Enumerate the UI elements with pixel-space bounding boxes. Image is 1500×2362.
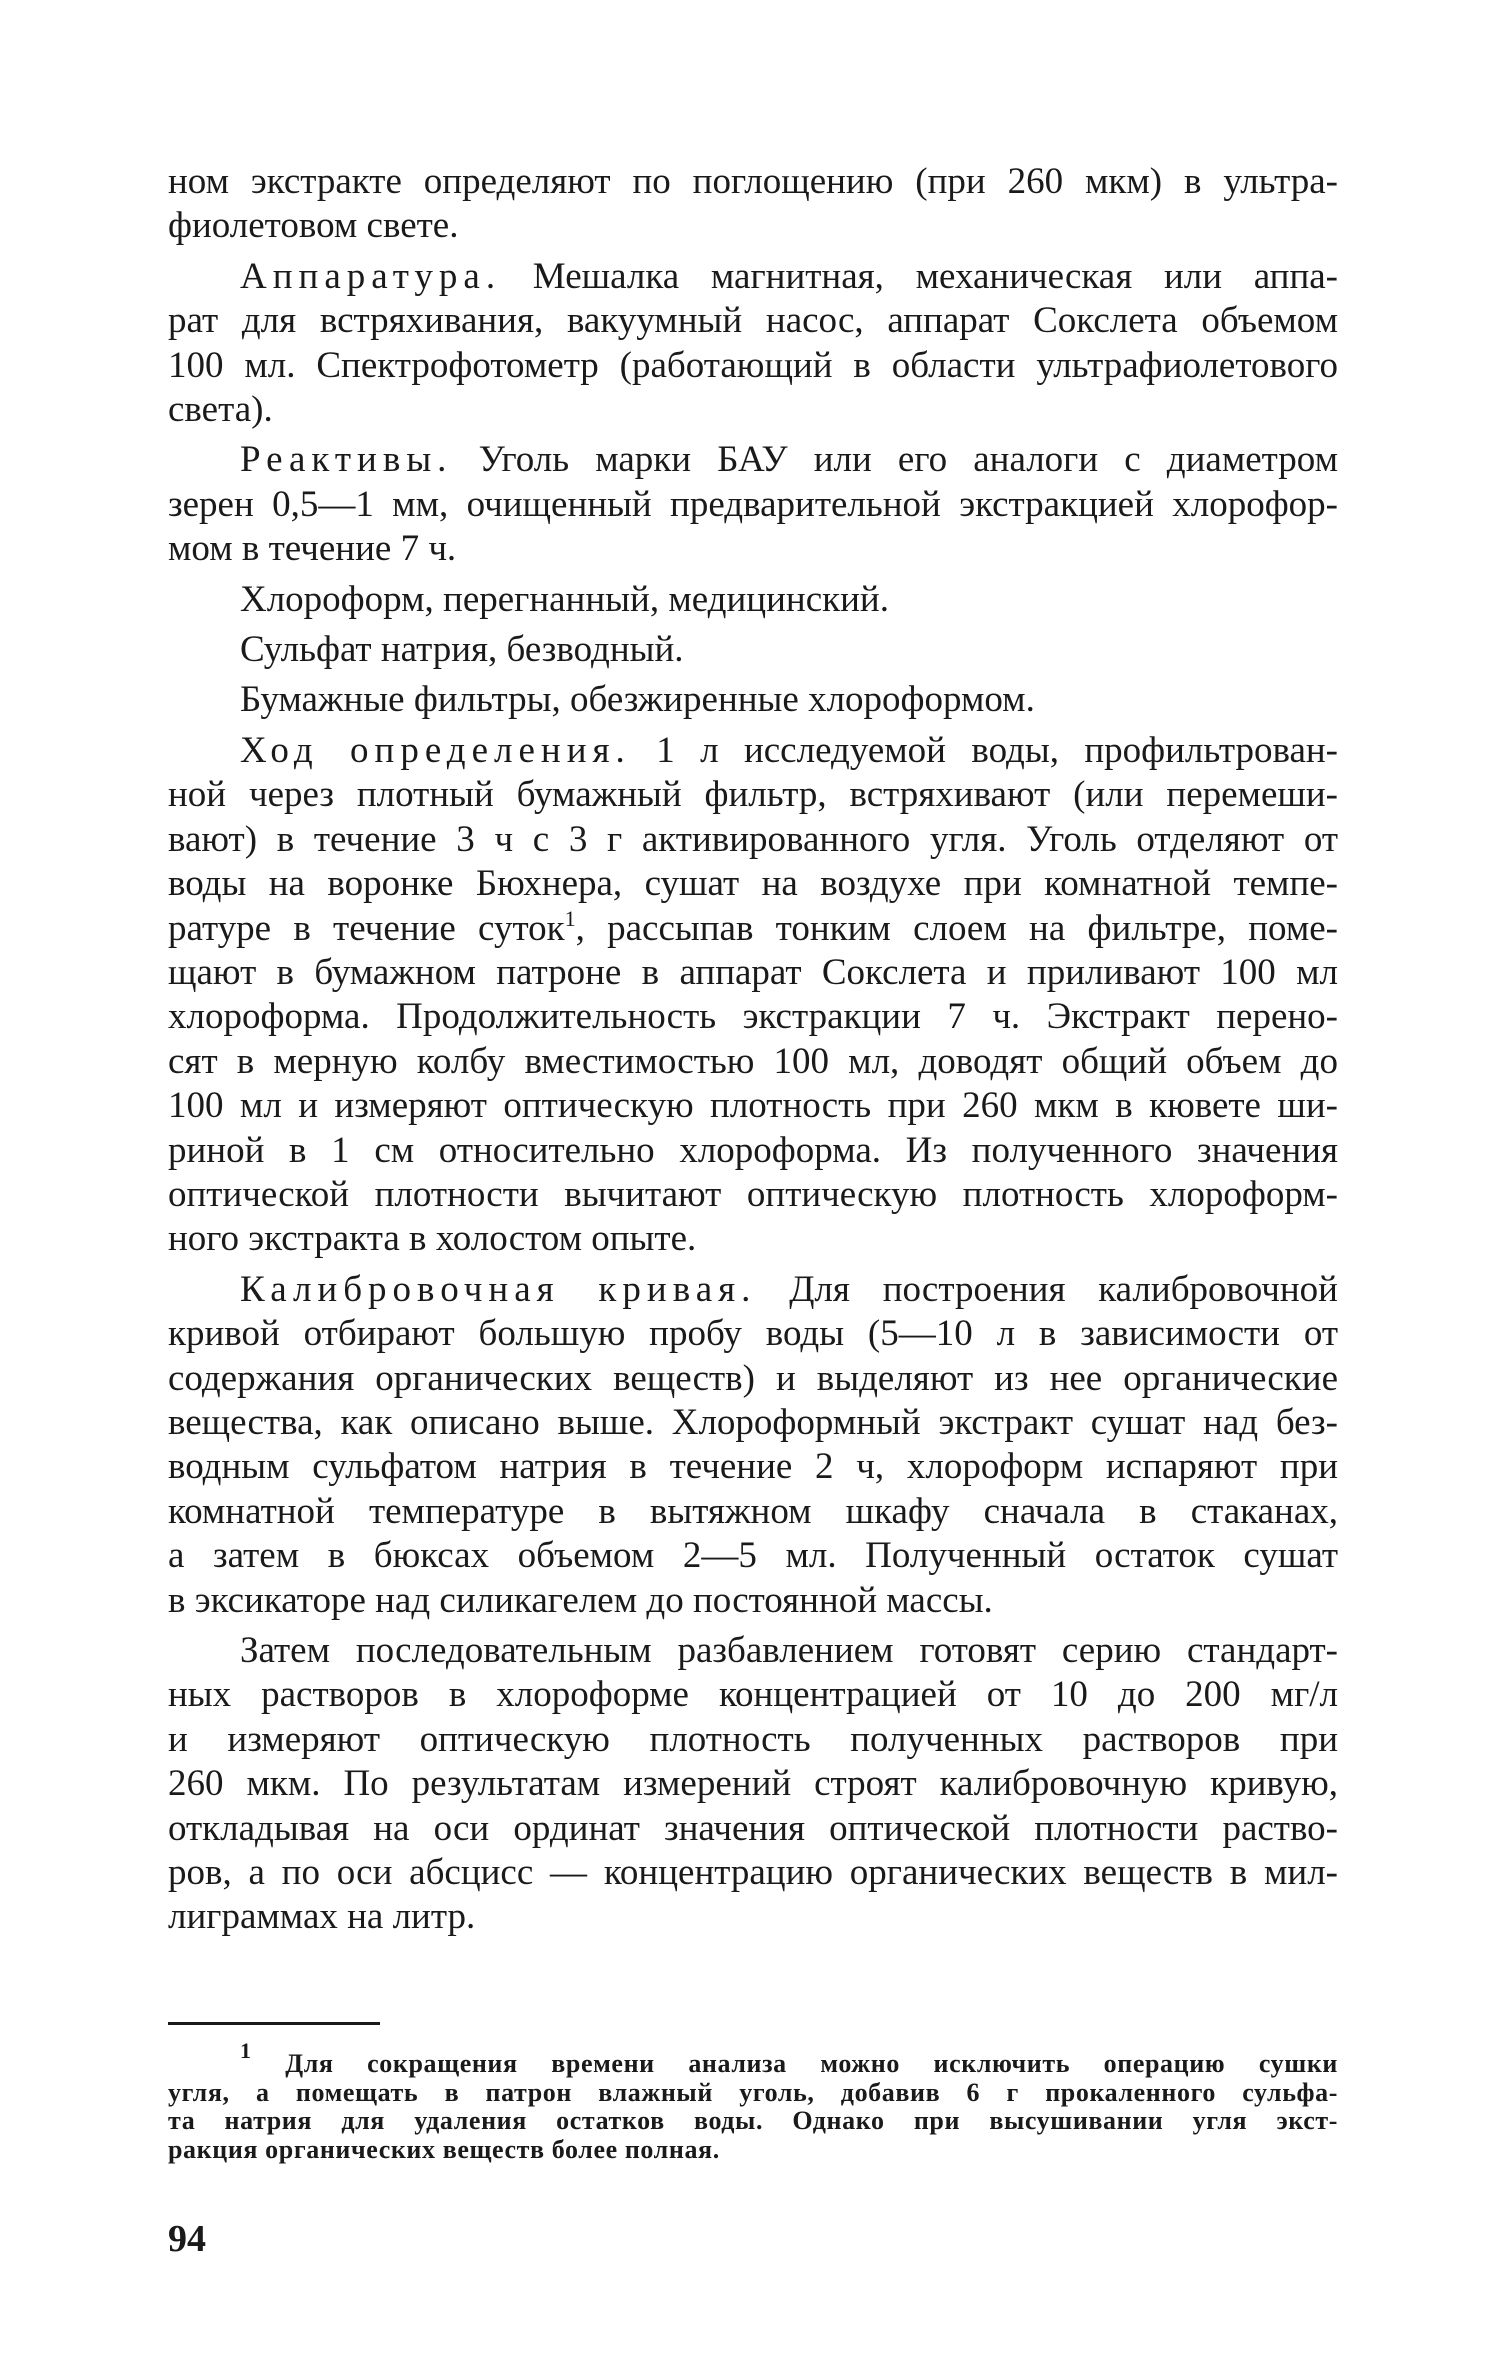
series-paragraph (168, 1629, 1338, 1940)
reagent-item: Бумажные фильтры, обезжиренные хлороформом. (240, 679, 1035, 721)
intro-paragraph (168, 160, 1338, 249)
text-line: в эксикаторе над силикагелем до постоянной массы. (168, 1579, 993, 1621)
text-line: вают) в течение 3 ч с 3 г активированного угля. Уголь отделяют от (168, 818, 1338, 860)
text-line: сят в мерную колбу вместимостью 100 мл, доводят общий объем до (168, 1040, 1338, 1082)
text-line: рат для встряхивания, вакуумный насос, аппарат Сокслета объемом (168, 300, 1338, 342)
text-line: вещества, как описано выше. Хлороформный экстракт сушат над без- (168, 1401, 1338, 1443)
text-line: ного экстракта в холостом опыте. (168, 1218, 697, 1260)
text-line: кривой отбирают большую пробу воды (5—10 л в зависимости от (168, 1313, 1338, 1355)
text-line (168, 907, 1338, 951)
reagent-item: Хлороформ, перегнанный, медицинский. (240, 578, 889, 620)
section-heading: Ход определения. (240, 729, 631, 771)
text-line (168, 438, 1338, 482)
text-line: риной в 1 см относительно хлороформа. Из полученного значения (168, 1129, 1338, 1171)
footnote-divider (168, 2022, 380, 2025)
text-span: Мешалка магнитная, механическая или аппа- (532, 255, 1339, 297)
calibration-paragraph (168, 1268, 1338, 1623)
text-line: ров, а по оси абсцисс — концентрацию органических веществ в мил- (168, 1852, 1338, 1894)
footnote (168, 2038, 1338, 2164)
text-span: ратуре в течение суток (168, 907, 565, 949)
text-line: комнатной температуре в вытяжном шкафу сначала в стаканах, (168, 1490, 1338, 1532)
text-line: ных растворов в хлороформе концентрацией от 10 до 200 мг/л (168, 1674, 1338, 1716)
text-line: оптической плотности вычитают оптическую плотность хлороформ- (168, 1173, 1338, 1215)
text-line: та натрия для удаления остатков воды. Однако при высушивании угля экст- (168, 2106, 1338, 2135)
text-span: Уголь марки БАУ или его аналоги с диаметром (478, 439, 1339, 481)
apparatus-paragraph (168, 255, 1338, 433)
text-line: содержания органических веществ) и выделяют из нее органические (168, 1357, 1338, 1399)
text-line (168, 1268, 1338, 1312)
text-span: Для построения калибровочной (789, 1268, 1338, 1310)
procedure-paragraph (168, 729, 1338, 1262)
text-span: , рассыпав тонким слоем на фильтре, поме- (575, 907, 1338, 949)
text-line: водным сульфатом натрия в течение 2 ч, хлороформ испаряют при (168, 1446, 1338, 1488)
text-line (168, 2038, 1338, 2079)
text-line: ракция органических веществ более полная. (168, 2134, 720, 2164)
text-line: мом в течение 7 ч. (168, 528, 457, 570)
text-line: 260 мкм. По результатам измерений строят калибровочную кривую, (168, 1763, 1338, 1805)
text-line: фиолетовом свете. (168, 205, 459, 247)
page-body (168, 160, 1338, 1940)
reagent-item: Сульфат натрия, безводный. (240, 629, 684, 671)
section-heading: Калибровочная кривая. (240, 1268, 757, 1310)
text-line: ном экстракте определяют по поглощению (при 260 мкм) в ультра- (168, 161, 1338, 202)
text-line: лиграммах на литр. (168, 1896, 476, 1938)
text-span: 1 л исследуемой воды, профильтрован- (656, 729, 1339, 771)
reagents-paragraph (168, 438, 1338, 571)
text-line: Затем последовательным разбавлением готовят серию стандарт- (240, 1630, 1338, 1671)
section-heading: Реактивы. (240, 439, 453, 481)
text-line: и измеряют оптическую плотность полученных растворов при (168, 1718, 1338, 1760)
text-line: хлороформа. Продолжительность экстракции 7 ч. Экстракт перено- (168, 996, 1338, 1038)
text-line: угля, а помещать в патрон влажный уголь, добавив 6 г прокаленного сульфа- (168, 2077, 1338, 2107)
text-line: света). (168, 389, 273, 431)
text-line: зерен 0,5—1 мм, очищенный предварительной экстракцией хлорофор- (168, 483, 1338, 525)
text-line: 100 мл. Спектрофотометр (работающий в области ультрафиолетового (168, 344, 1338, 386)
text-line: 100 мл и измеряют оптическую плотность при 260 мкм в кювете ши- (168, 1085, 1338, 1127)
text-span: Для сокращения времени анализа можно исключить операцию сушки (285, 2049, 1338, 2078)
text-line: щают в бумажном патроне в аппарат Сокслета и приливают 100 мл (168, 951, 1338, 993)
text-line: откладывая на оси ординат значения оптической плотности раство- (168, 1807, 1338, 1849)
text-line: а затем в бюксах объемом 2—5 мл. Полученный остаток сушат (168, 1535, 1338, 1577)
text-line (168, 729, 1338, 773)
page-number: 94 (168, 2218, 206, 2260)
footnote-marker: 1 (240, 2038, 252, 2063)
section-heading: Аппаратура. (240, 255, 502, 297)
text-line (168, 255, 1338, 299)
footnote-reference: 1 (564, 905, 576, 931)
text-line: ной через плотный бумажный фильтр, встряхивают (или перемеши- (168, 774, 1338, 816)
text-line: воды на воронке Бюхнера, сушат на воздухе при комнатной темпе- (168, 863, 1338, 905)
